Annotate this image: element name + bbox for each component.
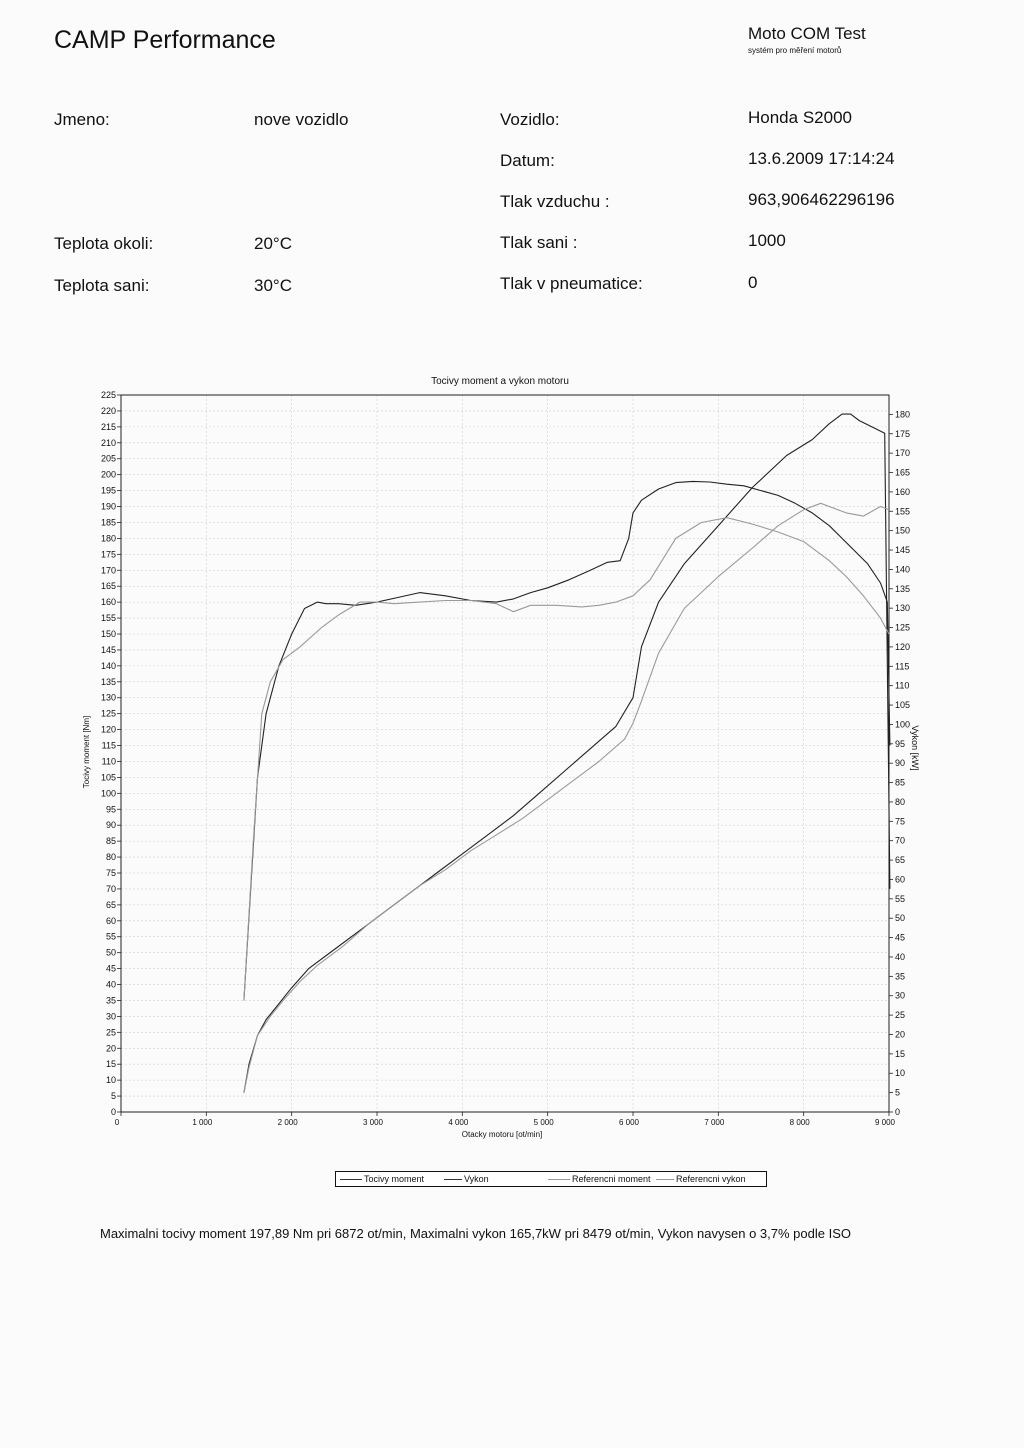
x-tick-label: 0 [114,1118,120,1127]
y2-tick-label: 90 [895,758,906,769]
y-tick-label: 125 [100,708,116,719]
y-tick-label: 115 [101,740,116,751]
y2-tick-label: 55 [895,893,906,904]
tlak-pneu-label: Tlak v pneumatice: [500,274,643,293]
y2-tick-label: 5 [895,1087,901,1098]
x-tick-label: 6 000 [618,1118,640,1127]
y-tick-label: 190 [100,501,116,512]
legend-line-icon [548,1179,570,1180]
y2-tick-label: 130 [895,603,911,614]
y2-tick-label: 15 [895,1048,906,1059]
y-tick-label: 5 [110,1091,116,1102]
y2-tick-label: 155 [895,506,911,517]
y-tick-label: 150 [100,629,116,639]
series-referencni-vykon [244,503,889,1093]
y-tick-label: 100 [100,788,116,799]
y-tick-label: 200 [100,469,116,480]
y2-tick-label: 25 [895,1010,906,1021]
y-tick-label: 25 [105,1027,116,1038]
x-axis-label: Otacky motoru [ot/min] [461,1130,543,1139]
y-tick-label: 80 [105,852,116,863]
y-tick-label: 155 [100,613,116,624]
chart-grid [121,395,889,1112]
x-tick-label: 8 000 [789,1118,810,1127]
y2-tick-label: 125 [895,622,911,633]
y-tick-label: 180 [100,533,116,544]
y-tick-label: 165 [100,581,116,592]
y2-tick-label: 175 [895,428,911,439]
chart-series [244,414,890,1093]
y-tick-label: 185 [100,517,116,528]
tlak-vzduchu-label: Tlak vzduchu : [500,192,610,211]
y-tick-label: 45 [105,963,116,974]
y-tick-label: 90 [105,820,116,831]
x-tick-label: 5 000 [533,1118,554,1127]
y2-tick-label: 40 [895,951,906,962]
y-tick-label: 220 [100,405,116,416]
legend-item-ref-torque: Referencni moment [548,1174,651,1184]
y-tick-label: 130 [100,692,116,703]
jmeno-value: nove vozidlo [254,110,349,129]
tlak-sani-value: 1000 [748,231,786,250]
y2-tick-label: 35 [895,971,906,982]
x-tick-label: 7 000 [704,1118,725,1127]
tlak-pneu-value: 0 [748,273,758,292]
y-tick-label: 95 [105,804,116,815]
y-tick-label: 105 [100,772,116,783]
datum-label: Datum: [500,151,555,170]
series-tocivy-moment [244,481,890,1000]
plot-frame [121,395,889,1112]
y2-tick-label: 0 [895,1107,901,1117]
chart-title: Tocivy moment a vykon motoru [431,376,569,387]
legend-item-ref-power: Referencni vykon [656,1174,746,1184]
y-tick-label: 50 [105,947,116,958]
y-tick-label: 15 [105,1059,116,1070]
y2-tick-label: 75 [895,816,906,827]
brand-name: Moto COM Test [748,24,866,43]
y-tick-label: 175 [100,549,116,560]
y2-tick-label: 140 [895,564,911,575]
y-axis-label: Tocivy moment [Nm] [82,715,91,789]
x-tick-label: 3 000 [362,1118,384,1127]
tlak-vzduchu-value: 963,906462296196 [748,190,895,209]
x-tick-label: 2 000 [277,1118,298,1127]
y2-tick-label: 170 [895,448,911,459]
legend-item-power: Vykon [444,1174,489,1184]
y2-tick-label: 115 [895,661,910,672]
y2-tick-label: 45 [895,932,906,943]
y-tick-label: 40 [105,979,116,990]
y2-tick-label: 65 [895,855,906,866]
y2-tick-label: 30 [895,990,906,1001]
y-tick-label: 145 [100,644,116,655]
y2-tick-label: 160 [895,486,911,497]
y-tick-label: 225 [100,390,116,400]
y2-tick-label: 95 [895,738,906,749]
legend-item-torque: Tocivy moment [340,1174,424,1184]
legend-line-icon [444,1179,462,1180]
y2-tick-label: 20 [895,1029,906,1040]
y2-tick-label: 110 [895,680,910,691]
tlak-sani-label: Tlak sani : [500,233,578,252]
chart-legend [335,1171,767,1187]
y2-tick-label: 85 [895,777,906,788]
y-tick-label: 110 [101,756,116,767]
teplota-okoli-label: Teplota okoli: [54,234,154,253]
y-tick-label: 85 [105,836,116,847]
y-tick-label: 0 [110,1107,116,1117]
page-title: CAMP Performance [54,26,276,54]
y-tick-label: 70 [105,883,116,894]
y2-tick-label: 135 [895,583,911,594]
teplota-sani-label: Teplota sani: [54,276,150,295]
y2-tick-label: 70 [895,835,906,846]
y2-tick-label: 50 [895,913,906,924]
vozidlo-value: Honda S2000 [748,108,852,127]
x-tick-label: 4 000 [448,1118,469,1127]
summary-text: Maximalni tocivy moment 197,89 Nm pri 6872 ot/min, Maximalni vykon 165,7kW pri 8479 ot/min, Vykon navysen o 3,7% podle ISO [100,1226,851,1241]
teplota-sani-value: 30°C [254,276,292,295]
y-tick-label: 215 [100,421,116,432]
y-tick-label: 205 [100,453,116,464]
y-tick-label: 120 [100,724,116,735]
brand-subtitle: systém pro měření motorů [748,46,842,55]
y-tick-label: 35 [105,995,116,1006]
y-tick-label: 140 [100,660,116,671]
y-tick-label: 55 [105,931,116,942]
series-referencni-moment [244,518,889,1001]
y2-tick-label: 120 [895,641,911,652]
y-tick-label: 30 [105,1011,116,1022]
teplota-okoli-value: 20°C [254,234,292,253]
y2-tick-label: 165 [895,467,911,478]
x-tick-label: 1 000 [192,1118,213,1127]
y2-tick-label: 100 [895,719,911,730]
y-tick-label: 160 [100,597,116,608]
y-tick-label: 75 [105,868,116,878]
y2-tick-label: 80 [895,796,906,807]
y2-tick-label: 145 [895,545,911,556]
vozidlo-label: Vozidlo: [500,110,560,129]
y2-tick-label: 105 [895,700,911,711]
jmeno-label: Jmeno: [54,110,110,129]
y-tick-label: 20 [105,1043,116,1054]
datum-value: 13.6.2009 17:14:24 [748,149,895,168]
y2-tick-label: 180 [895,409,911,420]
y-tick-label: 195 [100,485,116,496]
y2-tick-label: 10 [895,1068,906,1079]
y-tick-label: 135 [100,676,116,687]
y-tick-label: 60 [105,915,116,926]
x-tick-label: 9 000 [874,1118,896,1127]
legend-line-icon [340,1179,362,1180]
legend-line-icon [656,1179,674,1180]
y2-tick-label: 60 [895,874,906,885]
y-tick-label: 10 [105,1075,116,1086]
y-tick-label: 170 [100,565,116,576]
y-tick-label: 210 [100,437,116,448]
y-tick-label: 65 [105,899,116,910]
y2-axis-label: Vykon [kW] [910,725,920,771]
y2-tick-label: 150 [895,525,911,536]
